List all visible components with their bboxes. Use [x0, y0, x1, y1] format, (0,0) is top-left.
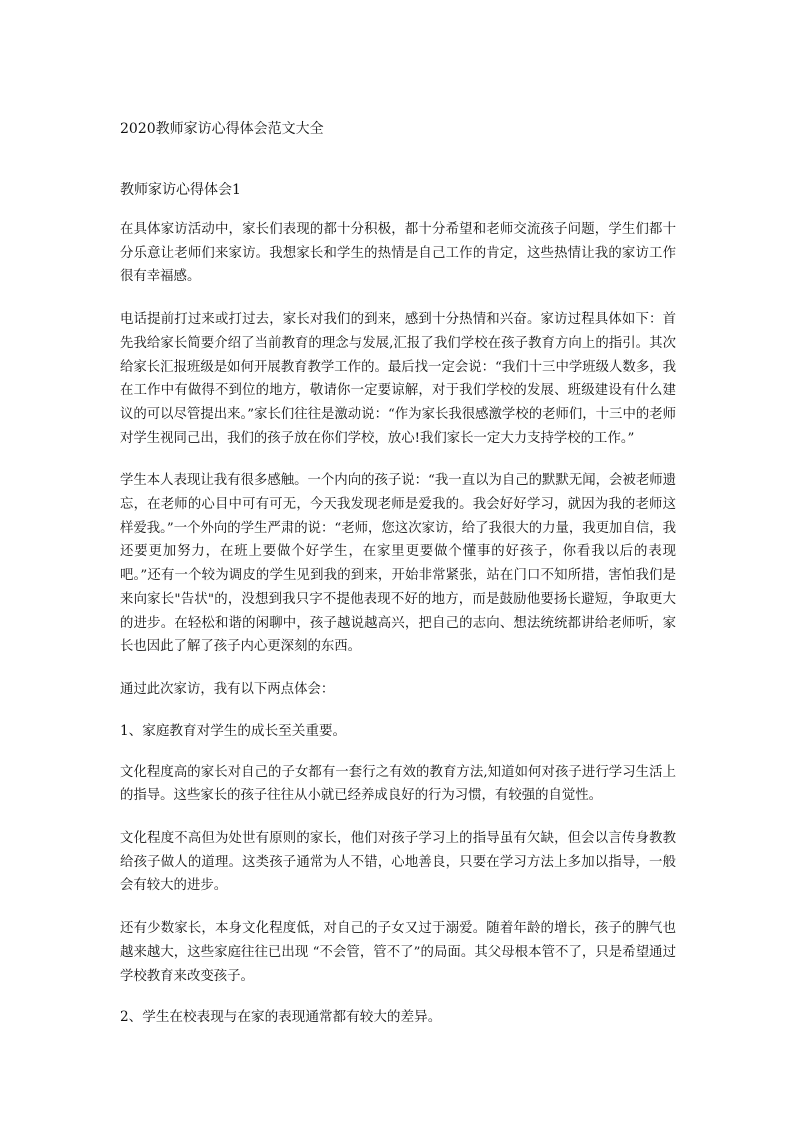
document-page [120, 119, 676, 1047]
paragraph: 在具体家访活动中，家长们表现的都十分积极，都十分希望和老师交流孩子问题，学生们都十分乐意让老师们来家访。我想家长和学生的热情是自己工作的肯定，这些热情让我的家访工作很有幸福感。 [120, 222, 676, 285]
paragraph: 通过此次家访，我有以下两点体会： [120, 681, 335, 697]
paragraph: 还有少数家长，本身文化程度低，对自己的子女又过于溺爱。随着年龄的增长，孩子的脾气也越来越大，这些家庭往往已出现 “不会管，管不了”的局面。其父母根本管不了，只是希望通过学校教育来改变孩子。 [120, 921, 676, 984]
document-title: 2020教师家访心得体会范文大全 [120, 121, 324, 137]
paragraph: 学生本人表现让我有很多感触。一个内向的孩子说：“我一直以为自己的默默无闻，会被老师遗忘，在老师的心目中可有可无，今天我发现老师是爱我的。我会好好学习，就因为我的老师这样爱我。”一个外向的学生严肃的说：“老师，您这次家访，给了我很大的力量，我更加自信，我还要更加努力，在班上要做个好学生，在家里更要做个懂事的好孩子，你看我以后的表现吧。”还有一个较为调皮的学生见到我的到来，开始非常紧张，站在门口不知所措，害怕我们是来向家长"告状"的，没想到我只字不提他表现不好的地方，而是鼓励他要扬长避短，争取更大的进步。在轻松和谐的闲聊中，孩子越说越高兴，把自己的志向、想法统统都讲给老师听，家长也因此了解了孩子内心更深刻的东西。 [120, 473, 677, 655]
paragraph: 文化程度不高但为处世有原则的家长，他们对孩子学习上的指导虽有欠缺，但会以言传身教教给孩子做人的道理。这类孩子通常为人不错，心地善良，只要在学习方法上多加以指导，一般会有较大的进步。 [120, 831, 676, 894]
point-heading-2: 2、学生在校表现与在家的表现通常都有较大的差异。 [120, 1009, 442, 1026]
paragraph: 文化程度高的家长对自己的子女都有一套行之有效的教育方法,知道如何对孩子进行学习生活上的指导。这些家长的孩子往往从小就已经养成良好的行为习惯，有较强的自觉性。 [120, 764, 676, 804]
paragraph: 电话提前打过来或打过去，家长对我们的到来，感到十分热情和兴奋。家访过程具体如下：首先我给家长简要介绍了当前教育的理念与发展,汇报了我们学校在孩子教育方向上的指引。其次给家长汇报班级是如何开展教育教学工作的。最后找一定会说：“我们十三中学班级人数多，我在工作中有做得不到位的地方，敬请你一定要谅解，对于我们学校的发展、班级建设有什么建议的可以尽管提出来。”家长们往往是激动说：“作为家长我很感激学校的老师们，十三中的老师对学生视同己出，我们的孩子放在你们学校，放心!我们家长一定大力支持学校的工作。” [120, 312, 677, 446]
section-title: 教师家访心得体会1 [120, 182, 241, 198]
point-heading-1: 1、家庭教育对学生的成长至关重要。 [120, 722, 347, 739]
